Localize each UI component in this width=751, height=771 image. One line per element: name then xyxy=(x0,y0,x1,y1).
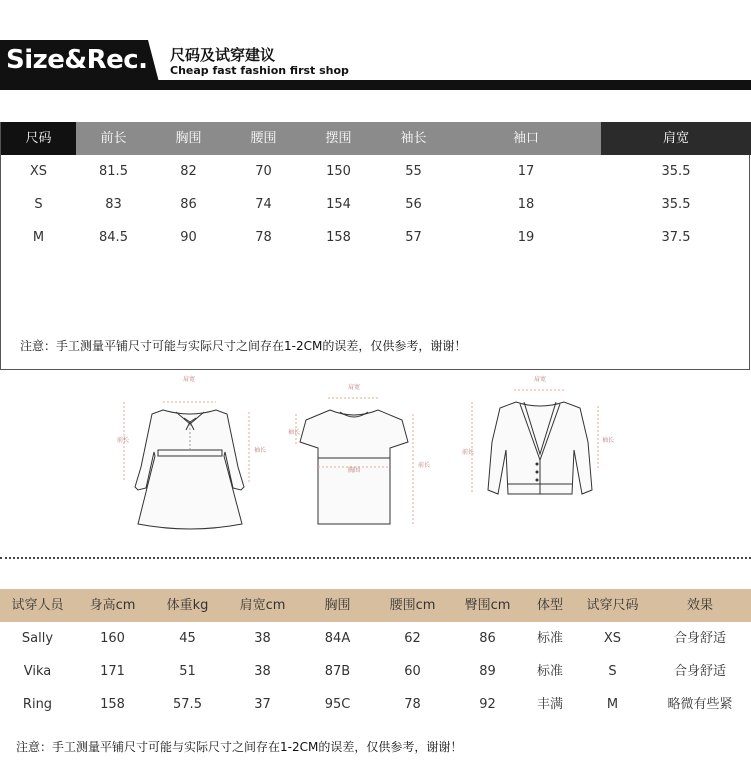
table-cell: 74 xyxy=(255,197,272,212)
table-cell: Sally xyxy=(21,631,54,646)
table-cell: S xyxy=(34,197,43,212)
table-cell: 18 xyxy=(517,197,535,212)
table-cell: 92 xyxy=(479,697,496,712)
table-cell: 55 xyxy=(405,164,422,179)
table-cell: 35.5 xyxy=(661,197,691,212)
tryon-note: 注意：手工测量平铺尺寸可能与实际尺寸之间存在1-2CM的误差，仅供参考，谢谢！ xyxy=(16,740,463,754)
table-cell: 合身舒适 xyxy=(673,664,726,679)
dress-illustration xyxy=(135,410,244,529)
cardigan-label-length: 前长 xyxy=(462,449,475,456)
table-row xyxy=(1,221,751,254)
size-header-cell: 肩宽 xyxy=(601,122,751,155)
table-row xyxy=(1,188,751,221)
size-header-cell: 前长 xyxy=(76,122,151,155)
size-header-cell: 袖口 xyxy=(451,122,601,155)
tryon-header-cell: 腰围cm xyxy=(389,598,436,613)
dress-label-length: 前长 xyxy=(117,437,130,444)
table-cell: 95C xyxy=(324,697,351,712)
table-cell: 37 xyxy=(254,697,271,712)
table-cell: 60 xyxy=(404,664,421,679)
tryon-header-cell: 试穿人员 xyxy=(11,598,64,613)
page-header xyxy=(0,0,751,92)
table-cell: 86 xyxy=(479,631,496,646)
table-cell: 158 xyxy=(326,230,351,245)
cardigan-label-sleeve: 袖长 xyxy=(602,437,615,444)
table-cell: 89 xyxy=(479,664,496,679)
tryon-header-cell: 肩宽cm xyxy=(239,598,286,613)
header-rule xyxy=(0,80,751,90)
cardigan-illustration xyxy=(488,402,592,494)
tryon-header-cell: 胸围 xyxy=(324,598,351,613)
table-row xyxy=(0,688,751,721)
table-cell: 158 xyxy=(100,697,125,712)
table-cell: M xyxy=(32,230,45,245)
tshirt-label-shoulder: 肩宽 xyxy=(347,384,361,391)
garment-illustrations xyxy=(0,372,751,542)
table-cell: 154 xyxy=(326,197,351,212)
tryon-header-cell: 试穿尺码 xyxy=(586,598,639,613)
tryon-header-cell: 体重kg xyxy=(166,598,209,613)
table-cell: 35.5 xyxy=(661,164,691,179)
table-cell: 84A xyxy=(324,631,351,646)
tryon-header-cell: 体型 xyxy=(536,598,563,613)
page-title: 尺码及试穿建议 xyxy=(170,46,276,64)
table-cell: 丰满 xyxy=(536,697,563,712)
logo: Size&Rec. xyxy=(6,45,148,75)
section-divider xyxy=(0,557,751,559)
size-header-cell: 摆围 xyxy=(301,122,376,155)
table-cell: 38 xyxy=(254,631,271,646)
table-cell: 171 xyxy=(100,664,125,679)
table-cell: 78 xyxy=(404,697,421,712)
table-cell: 17 xyxy=(517,164,535,179)
table-cell: 70 xyxy=(255,164,272,179)
table-cell: 标准 xyxy=(536,664,563,679)
table-cell: 19 xyxy=(517,230,535,245)
table-cell: 86 xyxy=(180,197,197,212)
table-cell: 57.5 xyxy=(173,697,202,712)
table-cell: 62 xyxy=(404,631,421,646)
table-cell: XS xyxy=(29,164,48,179)
table-cell: 合身舒适 xyxy=(673,631,726,646)
tryon-table-header xyxy=(0,589,751,622)
tryon-header-cell: 身高cm xyxy=(89,598,136,613)
size-header-cell: 腰围 xyxy=(226,122,301,155)
tryon-header-cell: 效果 xyxy=(686,598,713,613)
tryon-header-cell: 臀围cm xyxy=(464,598,511,613)
table-cell: 83 xyxy=(105,197,122,212)
tshirt-label-sleeve: 袖长 xyxy=(288,429,301,436)
table-row xyxy=(0,655,751,688)
table-row xyxy=(0,622,751,655)
tshirt-label-chest: 胸围 xyxy=(347,467,361,474)
size-header-cell: 袖长 xyxy=(376,122,451,155)
table-cell: 160 xyxy=(100,631,125,646)
table-cell: 78 xyxy=(255,230,272,245)
dress-label-shoulder: 肩宽 xyxy=(182,376,196,383)
table-cell: 150 xyxy=(326,164,351,179)
dress-label-sleeve: 袖长 xyxy=(254,447,267,454)
table-cell: 51 xyxy=(179,664,196,679)
page-subtitle: Cheap fast fashion first shop xyxy=(170,64,349,77)
size-table-header xyxy=(1,122,751,155)
table-cell: 56 xyxy=(405,197,422,212)
table-cell: Ring xyxy=(22,697,53,712)
table-cell: S xyxy=(608,664,617,679)
table-cell: 略微有些紧 xyxy=(667,697,733,712)
table-cell: 38 xyxy=(254,664,271,679)
size-header-cell: 尺码 xyxy=(1,122,76,155)
table-cell: 81.5 xyxy=(99,164,128,179)
table-cell: 87B xyxy=(324,664,351,679)
table-cell: XS xyxy=(603,631,622,646)
table-cell: 37.5 xyxy=(661,230,691,245)
tryon-table xyxy=(0,589,751,729)
table-cell: 45 xyxy=(179,631,196,646)
table-cell: 57 xyxy=(405,230,422,245)
table-cell: 标准 xyxy=(536,631,563,646)
size-note: 注意：手工测量平铺尺寸可能与实际尺寸之间存在1-2CM的误差，仅供参考，谢谢！ xyxy=(20,339,467,353)
table-cell: 84.5 xyxy=(99,230,128,245)
size-header-cell: 胸围 xyxy=(151,122,226,155)
table-cell: 90 xyxy=(180,230,197,245)
table-cell: 82 xyxy=(180,164,197,179)
cardigan-label-shoulder: 肩宽 xyxy=(533,376,547,383)
tshirt-label-length: 前长 xyxy=(418,462,431,469)
table-cell: M xyxy=(606,697,619,712)
table-cell: Vika xyxy=(23,664,52,679)
size-table xyxy=(0,122,750,370)
table-row xyxy=(1,155,751,188)
